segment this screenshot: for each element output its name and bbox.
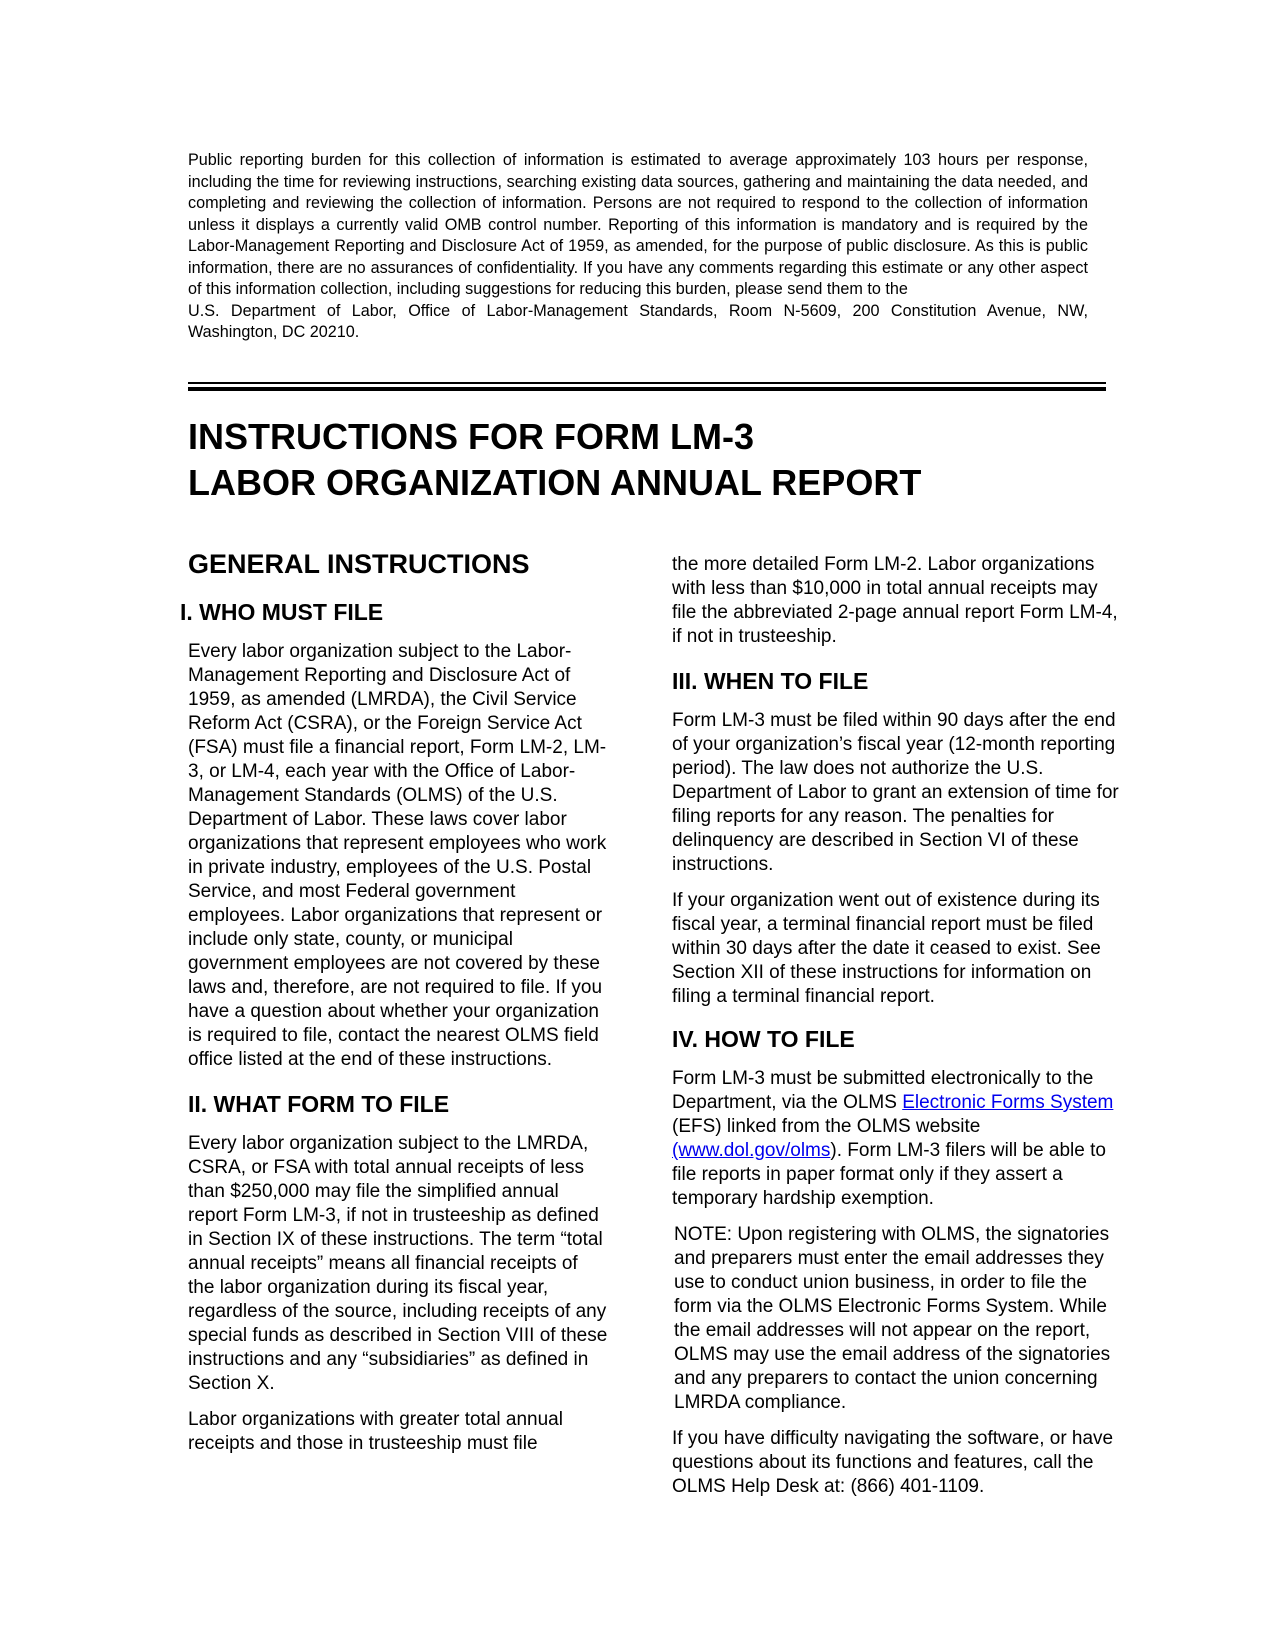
burden-text: Public reporting burden for this collection of information is estimated to average approximately 103 hours per response, including the time for reviewing instructions, searching existing data sources, gathering and maintaining the data needed, and completing and reviewing the collection of information. Persons are not required to respond to the collection of information unless it displays a currently valid OMB control number. Reporting of this information is mandatory and is required by the Labor-Management Reporting and Disclosure Act of 1959, as amended, for the purpose of public disclosure. As this is public information, there are no assurances of confidentiality. If you have any comments regarding this estimate or any other aspect of this information collection, including suggestions for reducing this burden, please send them to the <box>188 151 1088 298</box>
burden-address: U.S. Department of Labor, Office of Labor-Management Standards, Room N-5609, 200 Constitution Avenue, NW, Washington, DC 20210. <box>188 301 1088 341</box>
efs-link[interactable]: Electronic Forms System <box>902 1092 1114 1113</box>
section-who-paragraph: Every labor organization subject to the Labor- Management Reporting and Disclosure Act of 1959, as amended (LMRDA), the Civil Service Reform Act (CSRA), or the Foreign Service Act (FSA) must file a financial report, Form LM-2, LM-3, or LM-4, each year with the Office of Labor-Management Standards (OLMS) of the U.S. Department of Labor. These laws cover labor organizations that represent employees who work in private industry, employees of the U.S. Postal Service, and most Federal government employees. Labor organizations that represent or include only state, county, or municipal government employees are not covered by these laws and, therefore, are not required to file. If you have a question about whether your organization is required to file, contact the nearest OLMS field office listed at the end of these instructions. <box>188 641 607 1070</box>
general-instructions-heading: GENERAL INSTRUCTIONS <box>188 549 530 579</box>
burden-statement <box>188 150 1088 344</box>
section-when-paragraph-1: Form LM-3 must be filed within 90 days after the end of your organization’s fiscal year (12-month reporting period). The law does not authorize the U.S. Department of Labor to grant an extension of time for filing reports for any reason. The penalties for delinquency are described in Section VI of these instructions. <box>672 710 1119 875</box>
section-how-note: NOTE: Upon registering with OLMS, the signatories and preparers must enter the email addresses they use to conduct union business, in order to file the form via the OLMS Electronic Forms System. While the email addresses will not appear on the report, OLMS may use the email address of the signatories and any preparers to contact the union concerning LMRDA compliance. <box>674 1224 1111 1413</box>
section-what-heading: II. WHAT FORM TO FILE <box>188 1091 450 1117</box>
page-title <box>188 414 921 506</box>
section-how-paragraph-1 <box>672 1067 1122 1211</box>
section-when-paragraph-2: If your organization went out of existence during its fiscal year, a terminal financial report must be filed within 30 days after the date it ceased to exist. See Section XII of these instructions for information on filing a terminal financial report. <box>672 890 1101 1007</box>
left-column <box>180 548 608 1468</box>
section-when-heading: III. WHEN TO FILE <box>672 668 869 694</box>
how-text-a: Form LM-3 must be submitted electronically to the Department, via the OLMS <box>672 1068 1094 1113</box>
how-text-c: ). Form LM-3 filers will be able to file reports in paper format only if they assert a temporary hardship exemption. <box>672 1140 1106 1209</box>
section-how-help-desk: If you have difficulty navigating the software, or have questions about its functions and features, call the OLMS Help Desk at: (866) 401-1109. <box>672 1428 1114 1497</box>
section-how-heading: IV. HOW TO FILE <box>672 1026 855 1052</box>
title-line-2: LABOR ORGANIZATION ANNUAL REPORT <box>188 462 922 503</box>
how-text-b: (EFS) linked from the OLMS website <box>672 1116 981 1137</box>
section-what-paragraph: Every labor organization subject to the LMRDA, CSRA, or FSA with total annual receipts of less than $250,000 may file the simplified annual report Form LM-3, if not in trusteeship as defined in Section IX of these instructions. The term “total annual receipts” means all financial receipts of the labor organization during its fiscal year, regardless of the source, including receipts of any special funds as described in Section VIII of these instructions and any “subsidiaries” as defined in Section X. <box>188 1133 608 1394</box>
right-column <box>672 553 1122 1511</box>
title-divider-thin <box>188 382 1106 384</box>
olms-website-link[interactable]: (www.dol.gov/olms <box>672 1140 831 1161</box>
section-what-paragraph-2-start: Labor organizations with greater total annual receipts and those in trusteeship must file <box>188 1409 563 1454</box>
section-what-paragraph-2-continued: the more detailed Form LM-2. Labor organizations with less than $10,000 in total annual receipts may file the abbreviated 2-page annual report Form LM-4, if not in trusteeship. <box>672 554 1118 647</box>
title-divider <box>188 387 1106 391</box>
section-who-heading: I. WHO MUST FILE <box>180 599 384 625</box>
title-line-1: INSTRUCTIONS FOR FORM LM-3 <box>188 416 754 457</box>
